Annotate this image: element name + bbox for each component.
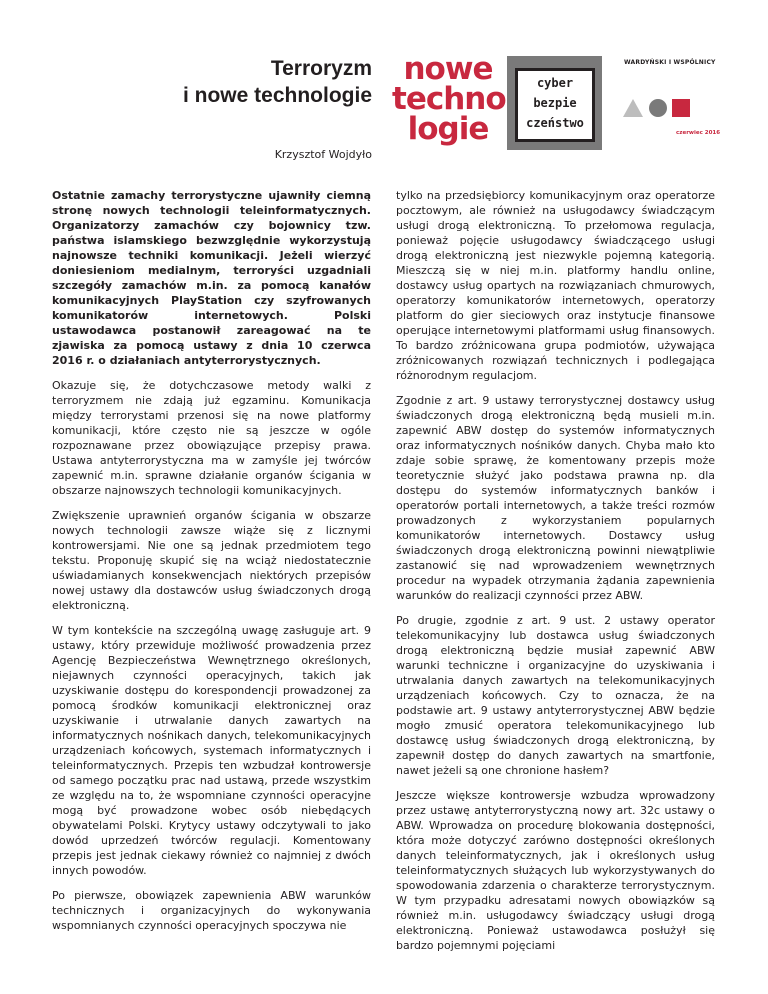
title-line-2: i nowe technologie	[182, 84, 372, 107]
paragraph: Jeszcze większe kontrowersje wzbudza wprowadzony przez ustawę antyterrorystyczną nowy art. 32c ustawy o ABW. Wprowadza on procedurę blokowania dostępności, która może dotyczyć zarówno dostępności określonych danych teleinformatycznych, jak i określonych usług teleinformatycznych służących lub wykorzystywanych do spowodowania zdarzenia o charakterze terrorystycznym. W tym przypadku adresatami nowych obowiązków są również m.in. usługodawcy świadczący usługi drogą elektroniczną. Ponieważ ustawodawca posłużył się bardzo pojemnymi pojęciami	[396, 789, 715, 952]
page-title	[42, 55, 372, 109]
paragraph: Po drugie, zgodnie z art. 9 ust. 2 ustawy operator telekomunikacyjny lub dostawca usług świadczonych drogą elektroniczną będzie musiał zapewnić ABW warunki techniczne i organizacyjne do uzyskiwania i utrwalania danych zawartych na telekomunikacyjnych urządzeniach końcowych. Czy to oznacza, że na podstawie art. 9 ustawy antyterrorystycznej ABW będzie mogło zmusić operatora telekomunikacyjnego lub dostawcę usług świadczonych drogą elektroniczną, by zapewnił dostęp do danych zawartych na smartfonie, nawet jeżeli są one chronione hasłem?	[396, 614, 715, 777]
lead-paragraph: Ostatnie zamachy terrorystyczne ujawniły ciemną stronę nowych technologii teleinformatycznych. Organizatorzy zamachów czy bojownicy tzw. państwa islamskiego bezwzględnie wykorzystują najnowsze techniki komunikacji. Jeżeli wierzyć doniesieniom medialnym, terroryści uzgadniali szczegóły zamachów m.in. za pomocą kanałów komunikacyjnych PlayStation czy szyfrowanych komunikatorów internetowych. Polski ustawodawca postanowił zareagować na te zjawiska za pomocą ustawy z dnia 10 czerwca 2016 r. o działaniach antyterrorystycznych.	[52, 189, 371, 367]
logo-line-3: logie	[407, 111, 489, 147]
paragraph: W tym kontekście na szczególną uwagę zasługuje art. 9 ustawy, który przewiduje możliwość prowadzenia przez Agencję Bezpieczeństwa Wewnętrznego określonych, niejawnych czynności operacyjnych, takich jak uzyskiwanie dostępu do korespondencji prowadzonej za pomocą środków komunikacji elektronicznej oraz uzyskiwanie i utrwalanie danych zawartych na informatycznych nośnikach danych, telekomunikacyjnych urządzeniach końcowych, systemach informatycznych i teleinformatycznych. Przepis ten wzbudzał kontrowersje od samego początku prac nad ustawą, przede wszystkim ze względu na to, że wspomniane czynności operacyjne mogą być prowadzone wobec osób niebędących obywatelami Polski. Krytycy ustawy odczytywali to jako dowód uprzedzeń twórców regulacji. Komentowany przepis jest jednak ciekawy również co najmniej z dwóch innych powodów.	[52, 624, 371, 877]
badge-line-2: bezpie	[533, 96, 577, 110]
badge-frame	[515, 68, 595, 142]
author-name: Krzysztof Wojdyło	[274, 148, 372, 161]
article-column-left	[52, 188, 371, 943]
paragraph: Zwiększenie uprawnień organów ścigania w obszarze nowych technologii zawsze wiąże się z licznymi kontrowersjami. Nie one są jednak przedmiotem tego tekstu. Proponuję skupić się na wciąż niedostatecznie uświadamianych konsekwencjach niektórych przepisów nowej ustawy dla dostawców usług świadczonych drogą elektroniczną.	[52, 509, 371, 612]
brand-shapes	[622, 97, 692, 119]
badge-line-3: czeństwo	[526, 116, 584, 130]
paragraph: Okazuje się, że dotychczasowe metody walki z terroryzmem nie zdają już egzaminu. Komunikacja między terrorystami przenosi się na nowe platformy komunikacji, które często nie są jeszcze w ogóle rozpoznawane przez obowiązujące przepisy prawa. Ustawa antyterrorystyczna ma w zamyśle jej twórców zapewnić m.in. sprawne działanie organów ścigania w obszarze najnowszych technologii komunikacyjnych.	[52, 379, 371, 497]
logo-line-1: nowe	[403, 51, 493, 87]
paragraph: Zgodnie z art. 9 ustawy terrorystycznej dostawcy usług świadczonych drogą elektroniczną będą musieli m.in. zapewnić ABW dostęp do systemów informatycznych oraz informatycznych nośników danych. Chyba mało kto zdaje sobie sprawę, że komentowany przepis może teoretycznie służyć jako podstawa prawna np. dla dostępu do systemów informatycznych banków i operatorów portali internetowych, a także treści rozmów prowadzonych z wykorzystaniem popularnych komunikatorów internetowych. Dostawcy usług świadczonych drogą elektroniczną powinni niewątpliwie zastanowić się nad wprowadzeniem wewnętrznych procedur na wypadek otrzymania żądania zapewnienia warunków do realizacji czynności przez ABW.	[396, 394, 715, 602]
firm-name: WARDYŃSKI I WSPÓLNICY	[624, 59, 716, 66]
badge-line-1: cyber	[536, 76, 574, 90]
nowe-technologie-logo	[392, 51, 506, 154]
paragraph: Po pierwsze, obowiązek zapewnienia ABW warunków technicznych i organizacyjnych do wykonywania wspomnianych czynności operacyjnych spoczywa nie	[52, 889, 371, 932]
circle-icon	[649, 99, 667, 117]
cyberbezpieczenstwo-badge	[507, 56, 602, 150]
triangle-icon	[623, 99, 643, 117]
paragraph: tylko na przedsiębiorcy komunikacyjnym oraz operatorze pocztowym, ale również na usługodawcy świadczącym usługi drogą elektroniczną. To przełomowa regulacja, ponieważ pojęcie usługodawcy świadczącego usługi drogą elektroniczną jest niezwykle pojemną kategorią. Mieszczą się w niej m.in. platformy handlu online, dostawcy usług opartych na rozwiązaniach chmurowych, operatorzy komunikatorów internetowych, operatorzy platform do gier sieciowych oraz instytucje finansowe operujące internetowymi platformami usług finansowych. To bardzo zróżnicowana grupa podmiotów, używająca zróżnicowanych rozwiązań technicznych i podlegająca różnorodnym regulacjom.	[396, 189, 715, 382]
article-column-right	[396, 188, 715, 963]
issue-date: czerwiec 2016	[676, 130, 721, 136]
title-line-1: Terroryzm	[270, 57, 372, 80]
square-icon	[672, 99, 690, 117]
logo-line-2: techno	[392, 81, 506, 117]
